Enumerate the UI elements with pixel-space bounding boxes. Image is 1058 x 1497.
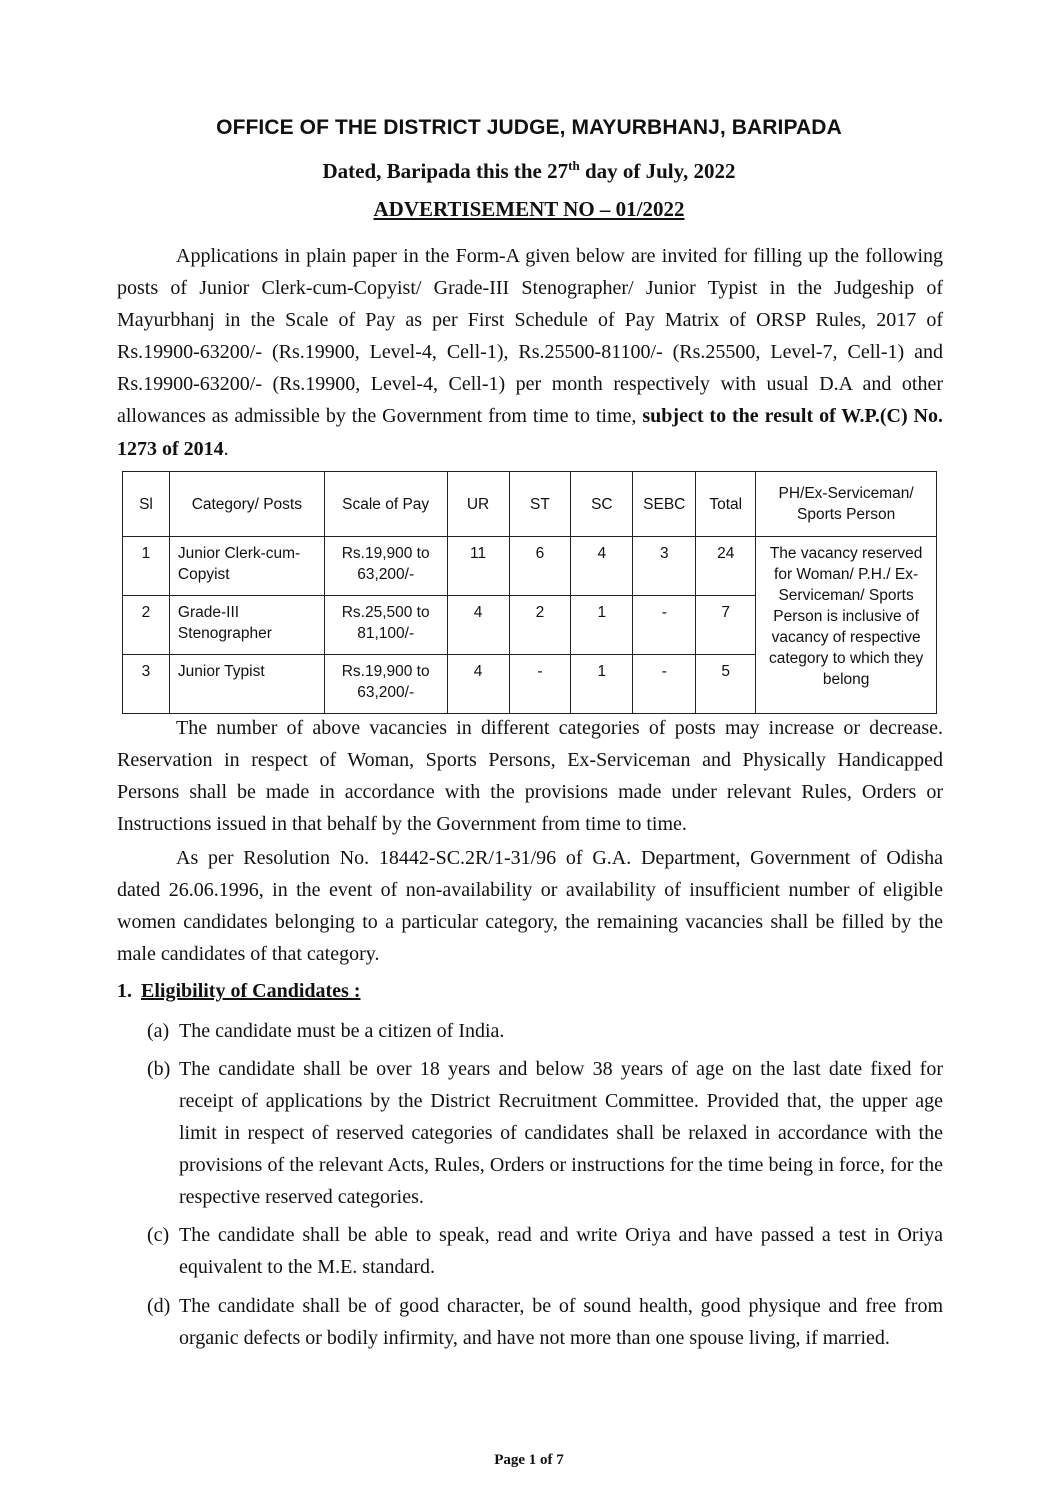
eligibility-heading [117,980,360,1003]
dated-suffix: day of July, 2022 [579,159,736,183]
header-ur: UR [447,472,509,537]
eligibility-item-a [147,1015,943,1047]
vacancy-table [122,471,937,714]
cell-sc: 4 [571,537,633,596]
cell-st: 6 [509,537,571,596]
header-ph: PH/Ex-Serviceman/ Sports Person [756,472,937,537]
cell-category: Junior Clerk-cum-Copyist [169,537,324,596]
eligibility-item-b [147,1053,943,1213]
table-header-row [123,472,937,537]
table-row [123,537,937,596]
item-marker: (a) [147,1020,170,1042]
office-title: OFFICE OF THE DISTRICT JUDGE, MAYURBHANJ, BARIPADA [216,116,842,139]
header-st: ST [509,472,571,537]
cell-sebc: 3 [633,537,696,596]
cell-sl: 2 [123,596,170,655]
intro-bold-text: subject to the result of W.P.(C) No. 1273 of 2014 [117,405,943,460]
cell-st: 2 [509,596,571,655]
cell-category: Grade-III Stenographer [169,596,324,655]
cell-ur: 4 [447,596,509,655]
dated-superscript: th [568,158,580,173]
page-number: Page 1 of 7 [494,1452,564,1468]
vacancy-change-paragraph: The number of above vacancies in different categories of posts may increase or decrease. Reservation in respect of Woman, Sports Persons, Ex-Serviceman and Physically Handicapped Persons shall be made in accordance with the provisions made under relevant Rules, Orders or Instructions issued in that behalf by the Government from time to time. [117,717,943,836]
cell-sebc: - [633,655,696,714]
advertisement-number: ADVERTISEMENT NO – 01/2022 [373,197,685,221]
cell-ur: 11 [447,537,509,596]
item-marker: (d) [147,1295,171,1317]
section-number: 1. [117,980,132,1002]
header-sebc: SEBC [633,472,696,537]
resolution-paragraph: As per Resolution No. 18442-SC.2R/1-31/96 of G.A. Department, Government of Odisha dated 26.06.1996, in the event of non-availability or availability of insufficient number of eligible women candidates belonging to a particular category, the remaining vacancies shall be filled by the male candidates of that category. [117,847,943,966]
item-marker: (b) [147,1058,171,1080]
header-sc: SC [571,472,633,537]
item-text: The candidate shall be over 18 years and below 38 years of age on the last date fixed for receipt of applications by the District Recruitment Committee. Provided that, the upper age limit in respect of reserved categories of candidates shall be relaxed in accordance with the provisions of the relevant Acts, Rules, Orders or instructions for the time being in force, for the respective reserved categories. [179,1058,943,1209]
eligibility-item-d [147,1290,943,1354]
cell-sc: 1 [571,596,633,655]
item-text: The candidate shall be able to speak, read and write Oriya and have passed a test in Oriya equivalent to the M.E. standard. [179,1224,943,1279]
reservation-note: The vacancy reserved for Woman/ P.H./ Ex-Serviceman/ Sports Person is inclusive of vacancy of respective category to which they belong [756,537,937,714]
cell-scale: Rs.19,900 to 63,200/- [324,655,447,714]
dated-line [0,158,1058,184]
intro-text: Applications in plain paper in the Form-A given below are invited for filling up the following posts of Junior Clerk-cum-Copyist/ Grade-III Stenographer/ Junior Typist in the Judgeship of Mayurbhanj in the Scale of Pay as per First Schedule of Pay Matrix of ORSP Rules, 2017 of Rs.19900-63200/- (Rs.19900, Level-4, Cell-1), Rs.25500-81100/- (Rs.25500, Level-7, Cell-1) and Rs.19900-63200/- (Rs.19900, Level-4, Cell-1) per month respectively with usual D.A and other allowances as admissible by the Government from time to time, [117,245,943,428]
section-title: Eligibility of Candidates : [141,980,361,1002]
cell-sebc: - [633,596,696,655]
cell-scale: Rs.19,900 to 63,200/- [324,537,447,596]
header-sl: Sl [123,472,170,537]
header-total: Total [696,472,756,537]
dated-prefix: Dated, Baripada this the 27 [322,159,569,183]
cell-sc: 1 [571,655,633,714]
intro-end: . [223,437,229,460]
eligibility-item-c [147,1219,943,1283]
cell-category: Junior Typist [169,655,324,714]
cell-scale: Rs.25,500 to 81,100/- [324,596,447,655]
cell-st: - [509,655,571,714]
cell-total: 7 [696,596,756,655]
header-scale: Scale of Pay [324,472,447,537]
cell-sl: 1 [123,537,170,596]
cell-total: 24 [696,537,756,596]
item-text: The candidate must be a citizen of India. [179,1020,505,1042]
item-marker: (c) [147,1224,170,1246]
cell-sl: 3 [123,655,170,714]
cell-ur: 4 [447,655,509,714]
header-category: Category/ Posts [169,472,324,537]
intro-paragraph [117,240,943,465]
item-text: The candidate shall be of good character, be of sound health, good physique and free from organic defects or bodily infirmity, and have not more than one spouse living, if married. [179,1295,943,1350]
cell-total: 5 [696,655,756,714]
